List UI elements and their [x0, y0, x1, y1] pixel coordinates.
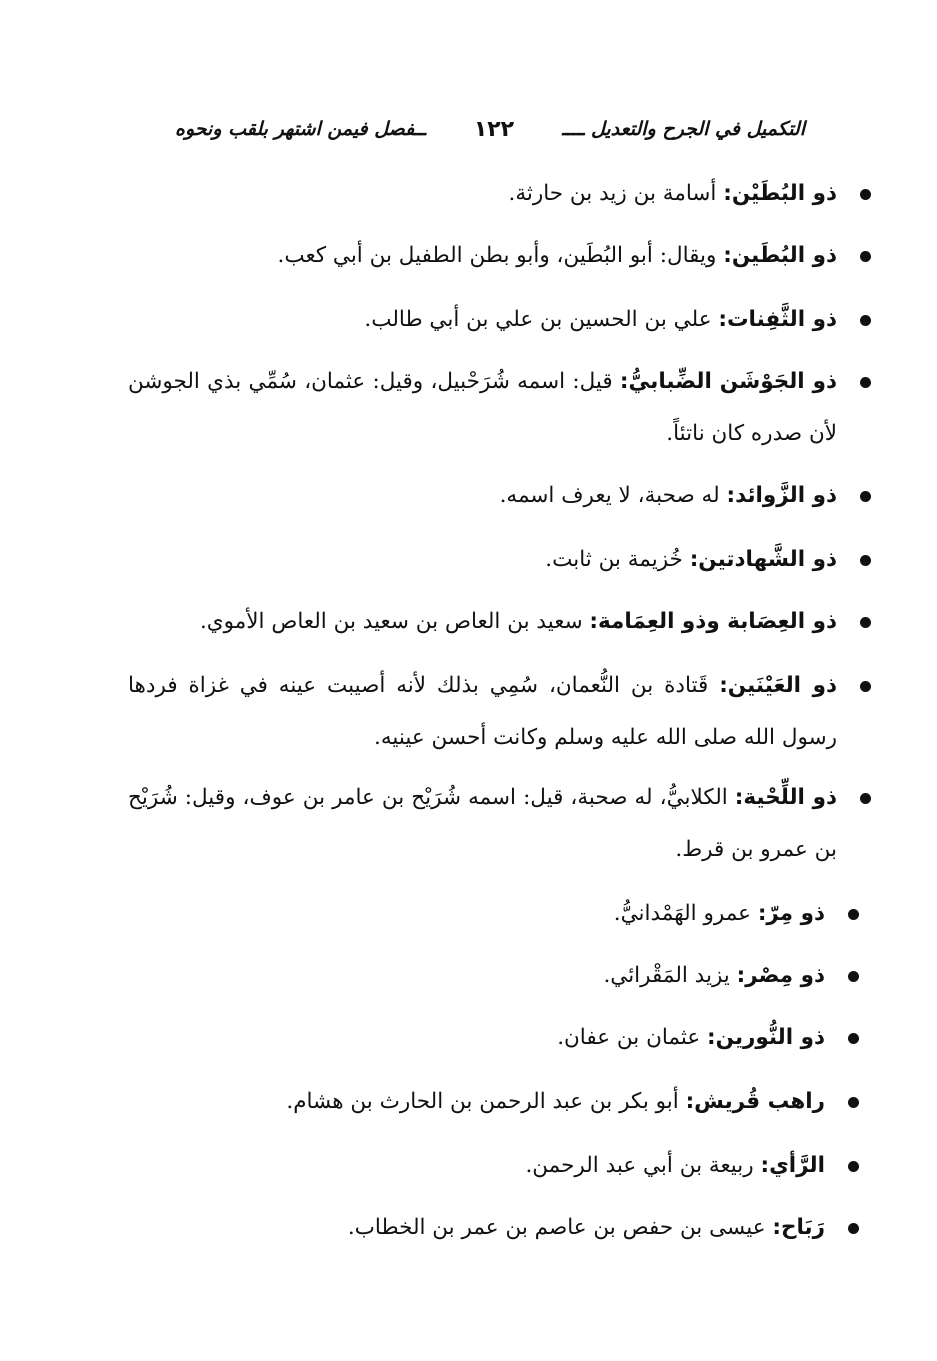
- entry-text: الكلابيُّ، له صحبة، قيل: اسمه شُرَيْح بن عامر بن عوف، وقيل: شُرَيْح بن عمرو بن قرط.: [128, 785, 837, 862]
- entry-text: أبو بكر بن عبد الرحمن بن الحارث بن هشام.: [286, 1089, 686, 1114]
- entry-text: خُزيمة بن ثابت.: [545, 547, 690, 572]
- list-item: [614, 888, 825, 940]
- list-item: [278, 230, 837, 282]
- entry-text: ويقال: أبو البُطَين، وأبو بطن الطفيل بن أبي كعب.: [277, 243, 724, 268]
- bullet-icon: [860, 189, 871, 200]
- entry-text: ربيعة بن أبي عبد الرحمن.: [525, 1153, 761, 1178]
- entry-term: ذو النُّورين:: [707, 1025, 825, 1050]
- entry-term: ذو اللِّحْية:: [734, 785, 837, 810]
- bullet-icon: [848, 971, 859, 982]
- bullet-icon: [848, 1033, 859, 1044]
- entry-term: رَبَاح:: [772, 1215, 825, 1240]
- list-item: [500, 470, 837, 522]
- bullet-icon: [848, 909, 859, 920]
- entry-term: الرَّأي:: [760, 1153, 825, 1178]
- entry-term: ذو الشَّهادتين:: [689, 547, 837, 572]
- bullet-icon: [860, 617, 871, 628]
- entry-text: يزيد المَقْرائي.: [603, 963, 737, 988]
- bullet-icon: [860, 251, 871, 262]
- bullet-icon: [860, 555, 871, 566]
- list-item: [545, 534, 837, 586]
- list-item: [525, 1140, 825, 1192]
- bullet-icon: [848, 1097, 859, 1108]
- list-item: [200, 596, 837, 648]
- entry-term: ذو الزَّوائد:: [726, 483, 837, 508]
- list-item: [286, 1076, 825, 1128]
- entry-term: ذو الثَّفِنات:: [718, 307, 837, 332]
- bullet-icon: [848, 1223, 859, 1234]
- entry-text: قَتادة بن النُّعمان، سُمِي بذلك لأنه أصيبت عينه في غزاة فردها رسول الله صلى الله عليه وسلم وكانت أحسن عينيه.: [128, 673, 837, 750]
- entry-text: عمرو الهَمْدانيُّ.: [613, 901, 758, 926]
- entry-text: أسامة بن زيد بن حارثة.: [508, 181, 724, 206]
- list-item: [557, 1012, 825, 1064]
- bullet-icon: [860, 491, 871, 502]
- list-item: [348, 1202, 825, 1254]
- list-item: [509, 168, 837, 220]
- entry-term: راهب قُريش:: [685, 1089, 825, 1114]
- entry-term: ذو البُطَيْن:: [723, 181, 837, 206]
- entry-term: ذو العَيْنَين:: [719, 673, 837, 698]
- entry-term: ذو العِصَابة وذو العِمَامة:: [589, 609, 837, 634]
- entry-term: ذو مِرّ:: [757, 901, 825, 926]
- list-item: [128, 356, 837, 460]
- list-item: [128, 772, 837, 876]
- entry-term: ذو الجَوْشَن الضِّبابيُّ:: [619, 369, 837, 394]
- list-item: [364, 294, 837, 346]
- section-title: ــفصل فيمن اشتهر بلقب ونحوه: [175, 118, 426, 140]
- entry-text: عيسى بن حفص بن عاصم بن عمر بن الخطاب.: [347, 1215, 773, 1240]
- entry-text: له صحبة، لا يعرف اسمه.: [499, 483, 727, 508]
- book-title: التكميل في الجرح والتعديل ــــ: [562, 118, 805, 140]
- list-item: [603, 950, 825, 1002]
- entry-text: علي بن الحسين بن علي بن أبي طالب.: [364, 307, 719, 332]
- bullet-icon: [860, 681, 871, 692]
- entry-text: عثمان بن عفان.: [557, 1025, 708, 1050]
- bullet-icon: [860, 315, 871, 326]
- bullet-icon: [860, 377, 871, 388]
- bullet-icon: [848, 1161, 859, 1172]
- entry-term: ذو مِصْر:: [736, 963, 825, 988]
- entry-text: سعيد بن العاص بن سعيد بن العاص الأموي.: [199, 609, 590, 634]
- bullet-icon: [860, 793, 871, 804]
- entry-term: ذو البُطَين:: [723, 243, 837, 268]
- list-item: [128, 660, 837, 764]
- entry-text: قيل: اسمه شُرَحْبيل، وقيل: عثمان، سُمِّي بذي الجوشن لأن صدره كان ناتئاً.: [128, 369, 837, 446]
- page-number: ١٢٢: [473, 116, 515, 142]
